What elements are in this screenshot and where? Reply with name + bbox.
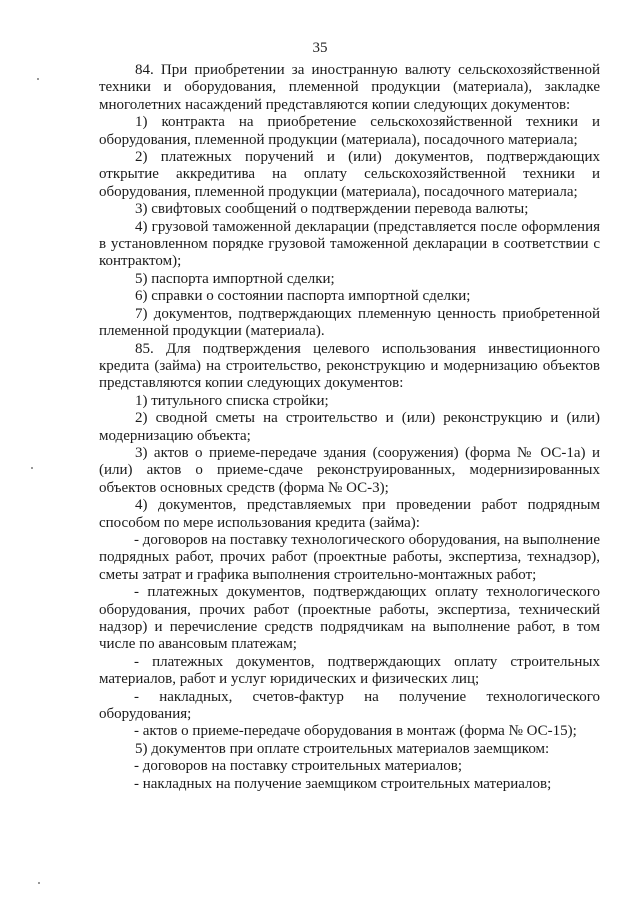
page-number: 35 (312, 40, 328, 56)
list-item: 3) актов о приеме-передаче здания (сооружения) (форма № ОС-1а) и (или) актов о приеме-сдаче реконструированных, модернизированных объектов основных средств (форма № ОС-3); (99, 444, 600, 496)
list-item: 3) свифтовых сообщений о подтверждении перевода валюты; (135, 201, 529, 218)
scan-speck (37, 78, 39, 80)
dash-item: - платежных документов, подтверждающих оплату строительных материалов, работ и услуг юридических и физических лиц; (99, 653, 600, 688)
list-item: 4) грузовой таможенной декларации (представляется после оформления в установленном порядке грузовой таможенной декларации в соответствии с контрактом); (99, 218, 600, 270)
scan-speck (31, 467, 33, 469)
list-item: 1) титульного списка стройки; (135, 392, 329, 409)
list-item: 6) справки о состоянии паспорта импортной сделки; (135, 288, 471, 305)
dash-item: - накладных на получение заемщиком строительных материалов; (134, 775, 552, 792)
list-item: 5) документов при оплате строительных материалов заемщиком: (135, 740, 550, 757)
dash-item: - договоров на поставку строительных материалов; (134, 758, 463, 775)
list-item: 4) документов, представляемых при проведении работ подрядным способом по мере использования кредита (займа): (99, 497, 600, 531)
dash-item: - актов о приеме-передаче оборудования в монтаж (форма № ОС-15); (134, 723, 577, 740)
document-body (99, 62, 600, 793)
list-item: 2) сводной сметы на строительство и (или) реконструкцию и (или) модернизацию объекта; (99, 410, 600, 444)
list-item: 5) паспорта импортной сделки; (135, 270, 335, 287)
paragraph-85: 85. Для подтверждения целевого использования инвестиционного кредита (займа) на строительство, реконструкцию и модернизацию объектов представляются копии следующих документов: (99, 340, 600, 392)
list-item: 2) платежных поручений и (или) документов, подтверждающих открытие аккредитива на оплату сельскохозяйственной техники и оборудования, племенной продукции (материала), посадочного материала; (99, 149, 600, 200)
dash-item: - платежных документов, подтверждающих оплату технологического оборудования, прочих работ (проектные работы, экспертиза, технический надзор) и перечисление средств подрядчикам на выполнение работ, в том числе по авансовым платежам; (99, 584, 600, 653)
paragraph-84: 84. При приобретении за иностранную валюту сельскохозяйственной техники и оборудования, племенной продукции (материала), закладке многолетних насаждений представляются копии следующих документов: (99, 62, 600, 113)
list-item: 7) документов, подтверждающих племенную ценность приобретенной племенной продукции (материала). (99, 305, 600, 340)
dash-item: - накладных, счетов-фактур на получение технологического оборудования; (99, 688, 600, 723)
dash-item: - договоров на поставку технологического оборудования, на выполнение подрядных работ, прочих работ (проектные работы, экспертиза, технадзор), сметы затрат и графика выполнения строительно-монтажных работ; (99, 531, 600, 583)
scan-speck (38, 882, 40, 884)
list-item: 1) контракта на приобретение сельскохозяйственной техники и оборудования, племенной продукции (материала), посадочного материала; (99, 114, 600, 148)
